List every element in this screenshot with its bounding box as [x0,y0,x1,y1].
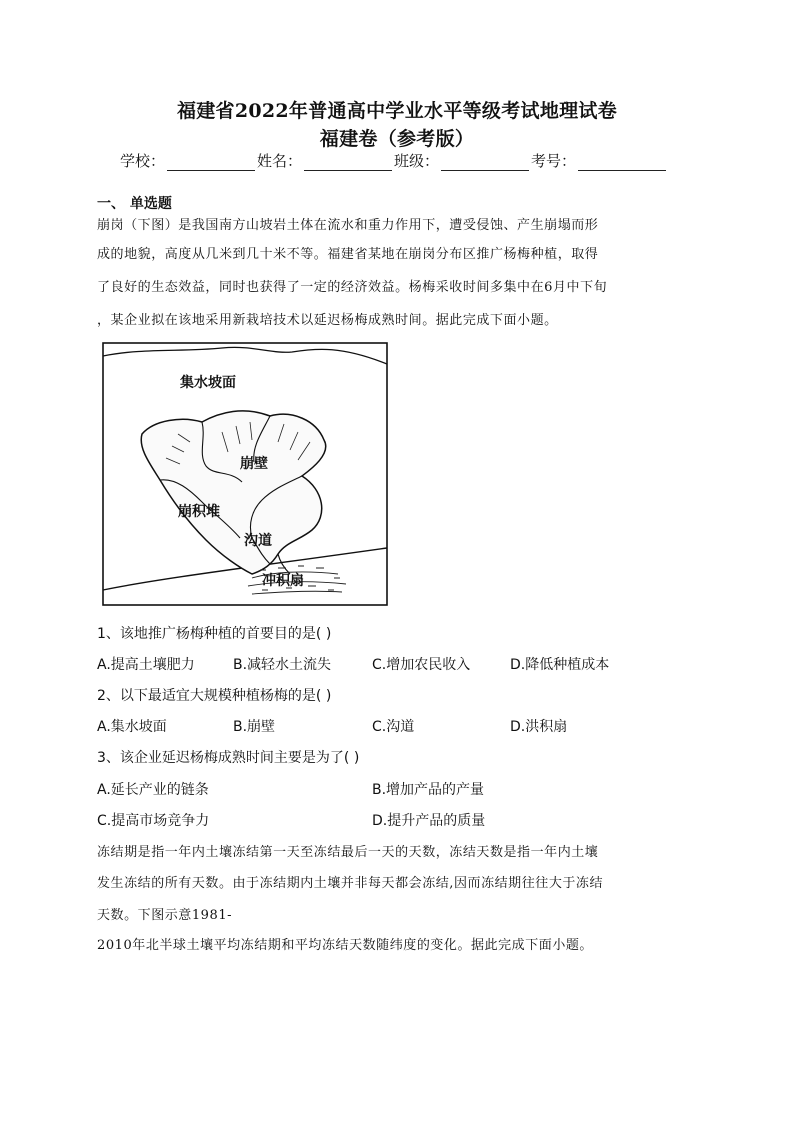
school-label: 学校： [120,152,166,170]
q3-option-c[interactable]: C.提高市场竞争力 [97,813,210,829]
question-3-stem: 3、该企业延迟杨梅成熟时间主要是为了( ) [97,750,360,766]
question-2-stem: 2、以下最适宜大规模种植杨梅的是( ) [97,688,332,704]
passage2-line: 冻结期是指一年内土壤冻结第一天至冻结最后一天的天数，冻结天数是指一年内土壤 [97,845,599,860]
passage1-line: 崩岗（下图）是我国南方山坡岩土体在流水和重力作用下，遭受侵蚀、产生崩塌而形 [97,218,599,233]
q2-option-c[interactable]: C.沟道 [372,719,415,735]
q3-option-b[interactable]: B.增加产品的产量 [372,782,485,798]
wall-label: 崩壁 [240,456,268,472]
q1-option-a[interactable]: A.提高土壤肥力 [97,657,195,673]
collapse-gully-figure [102,342,388,606]
q1-option-c[interactable]: C.增加农民收入 [372,657,471,673]
question-1-stem: 1、该地推广杨梅种植的首要目的是( ) [97,626,332,642]
catchment-label: 集水坡面 [180,375,236,391]
student-info-line [120,150,668,171]
page-subtitle: 福建卷（参考版） [319,128,475,150]
exam-number-blank[interactable] [578,154,666,171]
passage1-line: 成的地貌，高度从几米到几十米不等。福建省某地在崩岗分布区推广杨梅种植，取得 [97,247,599,262]
name-blank[interactable] [304,154,392,171]
page-title: 福建省2022年普通高中学业水平等级考试地理试卷 [176,100,618,122]
gully-label: 沟道 [244,533,272,549]
collapse-gully-drawing [102,342,388,606]
passage2-line: 天数。下图示意1981- [97,908,233,923]
q1-option-b[interactable]: B.减轻水土流失 [233,657,332,673]
q2-option-a[interactable]: A.集水坡面 [97,719,167,735]
q3-option-a[interactable]: A.延长产业的链条 [97,782,209,798]
name-label: 姓名： [257,152,303,170]
q3-option-d[interactable]: D.提升产品的质量 [372,813,486,829]
passage2-line: 发生冻结的所有天数。由于冻结期内土壤并非每天都会冻结,因而冻结期往往大于冻结 [97,876,604,891]
fan-label: 冲积扇 [262,573,304,589]
passage1-line: ，某企业拟在该地采用新栽培技术以延迟杨梅成熟时间。据此完成下面小题。 [97,313,558,328]
section-heading: 一、 单选题 [97,196,172,212]
q2-option-d[interactable]: D.洪积扇 [510,719,568,735]
passage1-line: 了良好的生态效益，同时也获得了一定的经济效益。杨梅采收时间多集中在6月中下旬 [97,280,608,295]
class-blank[interactable] [441,154,529,171]
class-label: 班级： [394,152,440,170]
exam-number-label: 考号： [531,152,577,170]
colluvium-label: 崩积堆 [178,504,220,520]
school-blank[interactable] [167,154,255,171]
q2-option-b[interactable]: B.崩壁 [233,719,276,735]
q1-option-d[interactable]: D.降低种植成本 [510,657,610,673]
passage2-line: 2010年北半球土壤平均冻结期和平均冻结天数随纬度的变化。据此完成下面小题。 [97,938,593,953]
